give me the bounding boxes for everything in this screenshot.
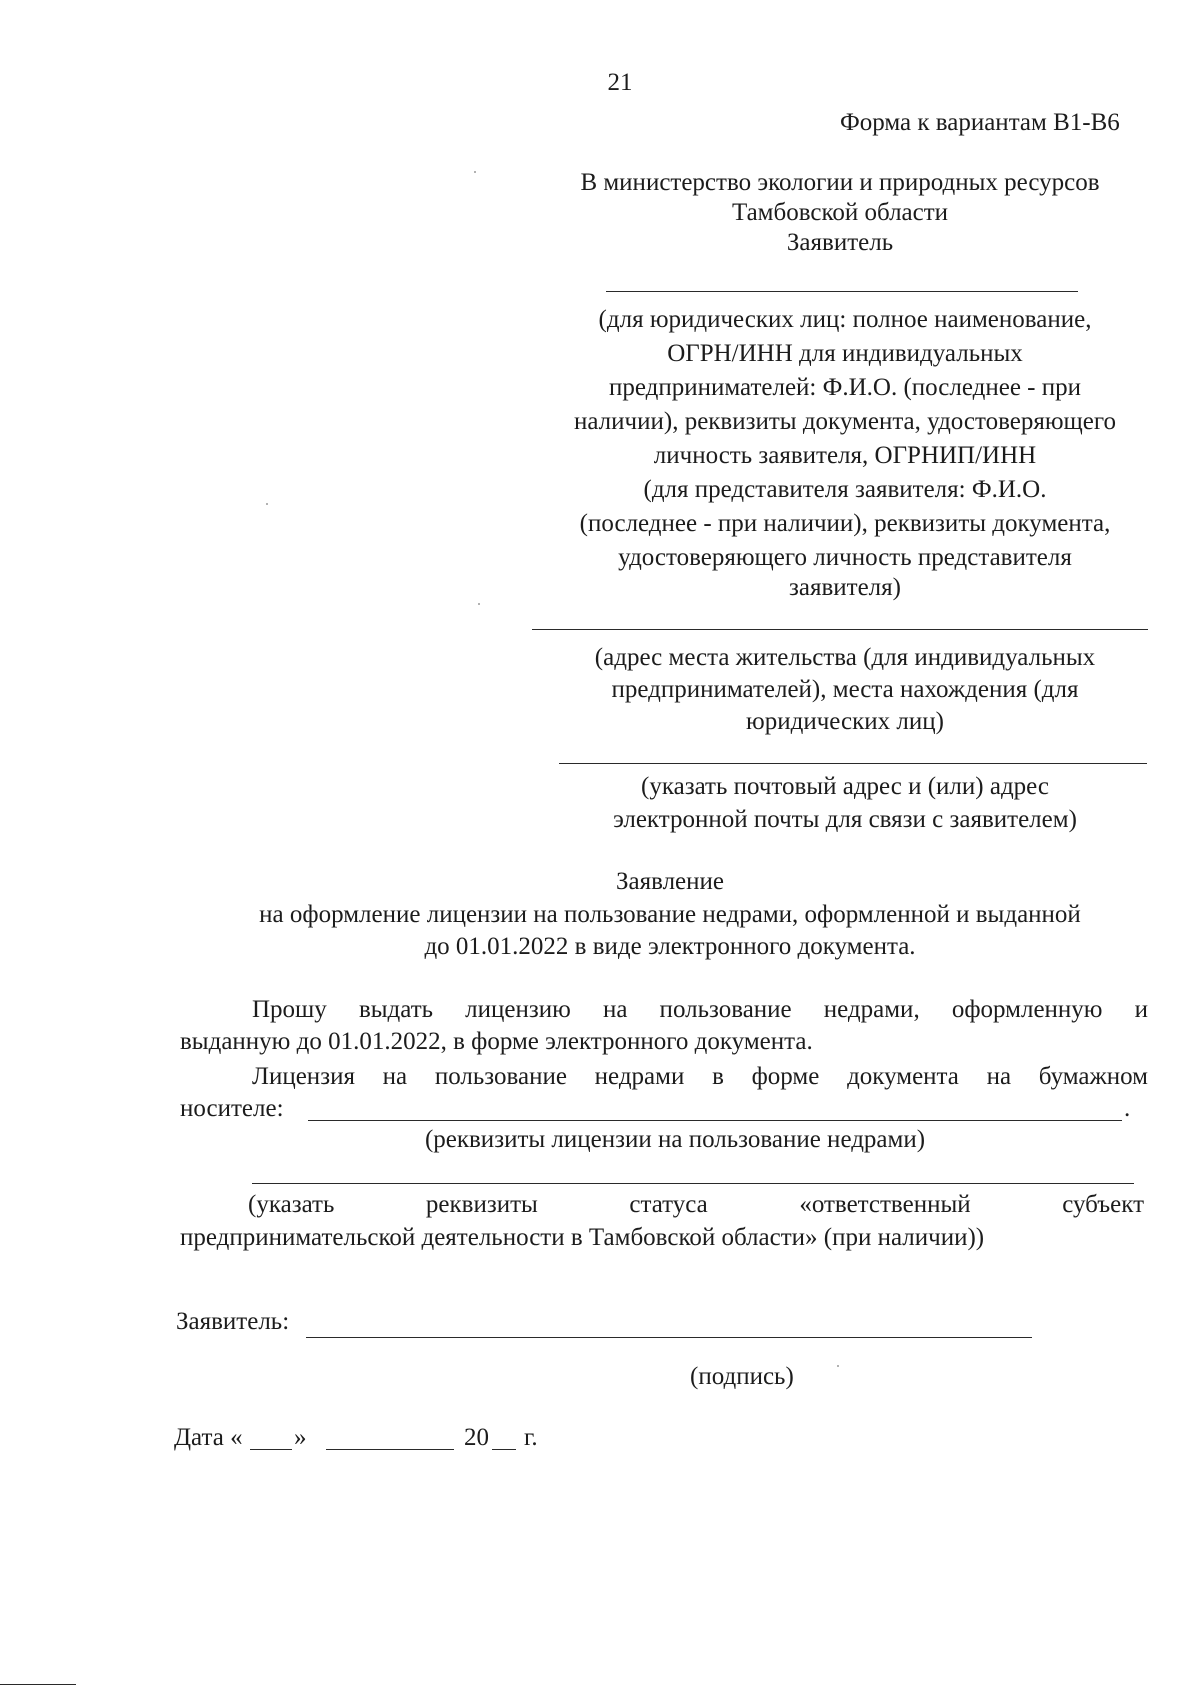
hint-line: наличии), реквизиты документа, удостоверяющего [573, 408, 1117, 435]
status-field[interactable] [252, 1183, 1134, 1184]
addressee-line: Заявитель [786, 229, 894, 256]
license-hint: (реквизиты лицензии на пользование недрами) [424, 1126, 926, 1153]
signature-label: Заявитель: [176, 1308, 290, 1335]
hint-line: предпринимателей), места нахождения (для [611, 676, 1079, 703]
addressee-line: В министерство экологии и природных ресурсов [580, 169, 1100, 196]
date-label: Дата « [174, 1424, 243, 1451]
hint-line: предпринимателей: Ф.И.О. (последнее - при [608, 374, 1082, 401]
title-line: до 01.01.2022 в виде электронного документа. [424, 933, 916, 960]
hint-line: предпринимательской деятельности в Тамбовской области» (при наличии)) [180, 1224, 985, 1251]
date-year-suffix: г. [524, 1424, 538, 1451]
scan-speck [478, 603, 480, 605]
scan-speck [474, 171, 476, 173]
date-day-field[interactable] [250, 1449, 292, 1450]
date-year-prefix: 20 [464, 1424, 489, 1451]
date-quote-close: » [294, 1424, 307, 1451]
addressee-line: Тамбовской области [731, 199, 949, 226]
hint-line: (указать почтовый адрес и (или) адрес [641, 773, 1049, 800]
hint-line: личность заявителя, ОГРНИП/ИНН [653, 442, 1037, 469]
body-line: Прошу выдать лицензию на пользование недрами, оформленную и [252, 996, 1148, 1023]
body-line: носителе: [180, 1095, 284, 1122]
title-line: на оформление лицензии на пользование недрами, оформленной и выданной [259, 901, 1081, 928]
signature-hint: (подпись) [690, 1363, 794, 1390]
hint-line: (последнее - при наличии), реквизиты документа, [579, 510, 1111, 537]
applicant-name-field[interactable] [606, 291, 1078, 292]
body-line: выданную до 01.01.2022, в форме электронного документа. [180, 1028, 813, 1055]
scan-edge-mark [0, 1684, 76, 1685]
hint-line: (для представителя заявителя: Ф.И.О. [643, 476, 1047, 503]
license-details-field[interactable] [308, 1120, 1122, 1121]
form-label: Форма к вариантам В1-В6 [840, 109, 1120, 136]
hint-line: юридических лиц) [746, 708, 944, 735]
hint-line: (указать реквизиты статуса «ответственный субъект [248, 1191, 1144, 1218]
scan-speck [266, 503, 268, 505]
hint-line: ОГРН/ИНН для индивидуальных [667, 340, 1023, 367]
page-number: 21 [607, 69, 633, 96]
address-field[interactable] [532, 629, 1148, 630]
hint-line: (адрес места жительства (для индивидуальных [594, 644, 1096, 671]
body-line: Лицензия на пользование недрами в форме документа на бумажном [252, 1063, 1148, 1090]
hint-line: (для юридических лиц: полное наименование, [598, 306, 1092, 333]
period-mark: . [1124, 1095, 1131, 1122]
signature-field[interactable] [306, 1337, 1032, 1338]
hint-line: удостоверяющего личность представителя [618, 544, 1072, 571]
hint-line: заявителя) [789, 574, 901, 601]
date-month-field[interactable] [326, 1449, 454, 1450]
scan-speck [837, 1365, 839, 1367]
contact-field[interactable] [559, 763, 1147, 764]
hint-line: электронной почты для связи с заявителем) [613, 806, 1077, 833]
date-year-field[interactable] [492, 1449, 516, 1450]
title-line: Заявление [615, 868, 725, 895]
